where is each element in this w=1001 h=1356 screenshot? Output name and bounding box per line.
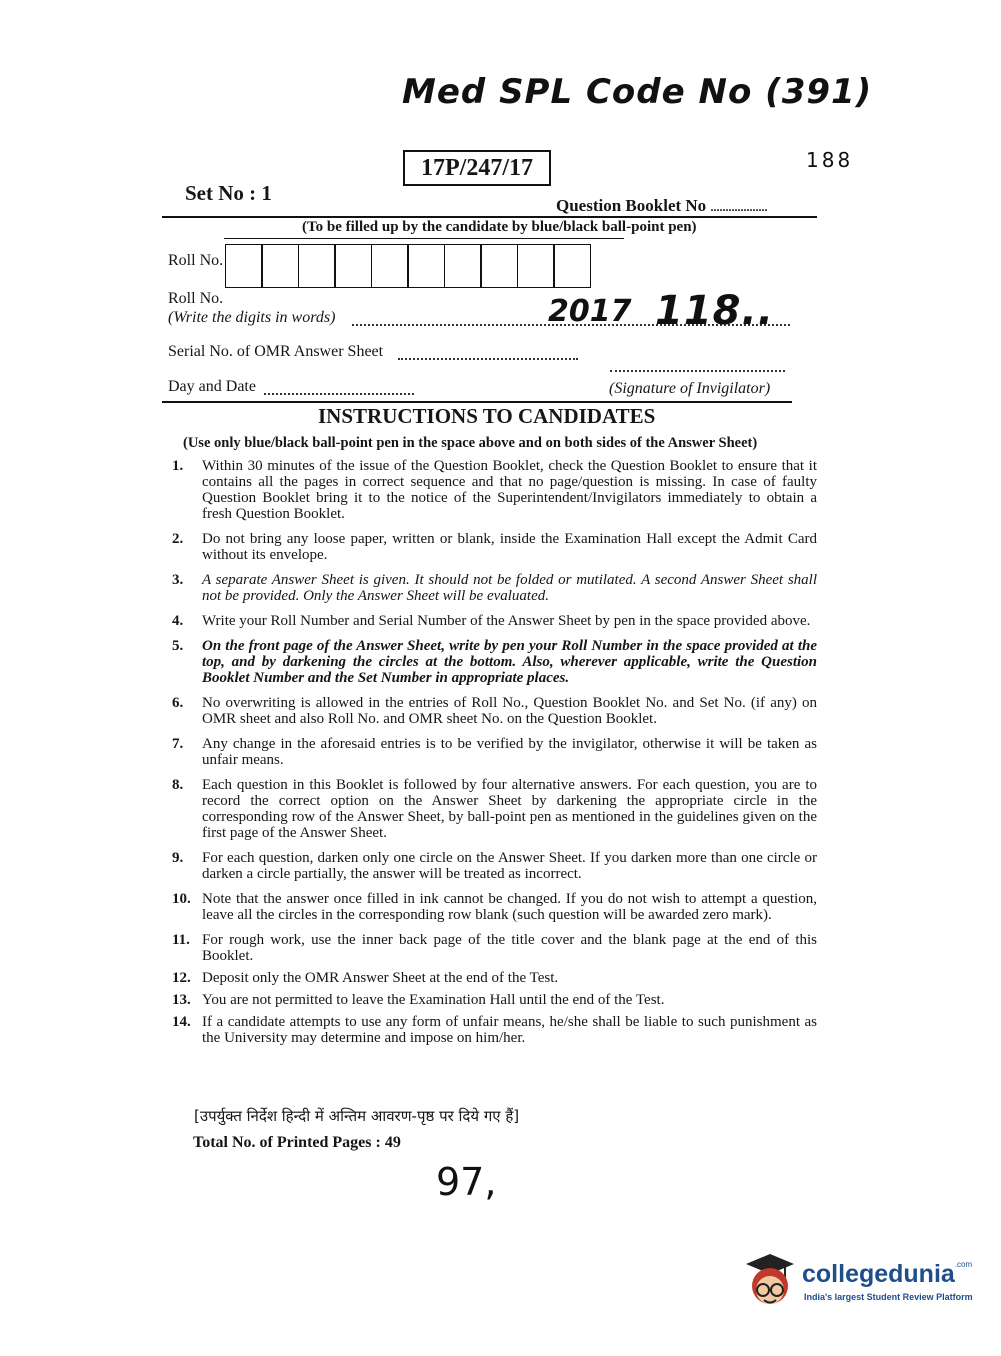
item-text: Do not bring any loose paper, written or blank, inside the Examination Hall except the Admit Card without its envelope. — [202, 531, 817, 563]
item-number: 6. — [172, 695, 184, 711]
list-item — [172, 613, 817, 629]
roll-digit-box[interactable] — [517, 244, 555, 288]
item-text: No overwriting is allowed in the entries of Roll No., Question Booklet No. and Set No. (if any) on OMR sheet and also Roll No. and OMR sheet No. on the Question Booklet. — [202, 695, 817, 727]
total-printed-pages: Total No. of Printed Pages : 49 — [193, 1134, 401, 1151]
roll-words-label: Roll No. — [168, 290, 224, 307]
handwritten-roll-words: 2017 — [548, 294, 632, 329]
instructions-title: INSTRUCTIONS TO CANDIDATES — [318, 404, 656, 428]
list-item — [172, 932, 817, 964]
roll-no-label: Roll No. — [168, 252, 224, 269]
roll-digit-box[interactable] — [334, 244, 372, 288]
item-number: 7. — [172, 736, 184, 752]
list-item — [172, 531, 817, 563]
item-text: On the front page of the Answer Sheet, write by pen your Roll Number in the space provided at the top, and by darkening the circles at the bottom. Also, wherever applicable, write the Question Booklet Number and the Set Number in appropriate places. — [202, 638, 817, 686]
roll-digit-box[interactable] — [480, 244, 518, 288]
roll-digit-box[interactable] — [225, 244, 263, 288]
roll-digit-box[interactable] — [261, 244, 299, 288]
page-mark: 188 — [806, 148, 854, 172]
item-number: 8. — [172, 777, 184, 793]
day-date-label: Day and Date — [168, 378, 256, 395]
list-item — [172, 777, 817, 841]
item-number: 10. — [172, 891, 191, 907]
item-text: Write your Roll Number and Serial Number of the Answer Sheet by pen in the space provided above. — [202, 613, 811, 629]
omr-serial-label: Serial No. of OMR Answer Sheet — [168, 343, 384, 360]
roll-digit-box[interactable] — [553, 244, 591, 288]
form-bottom-rule — [162, 401, 792, 403]
logo-name: collegedunia — [802, 1260, 955, 1288]
list-item — [172, 572, 817, 604]
list-item — [172, 1014, 817, 1046]
roll-no-boxes[interactable] — [226, 244, 591, 288]
list-item — [172, 970, 817, 986]
item-number: 14. — [172, 1014, 191, 1030]
list-item — [172, 458, 817, 522]
item-number: 4. — [172, 613, 184, 629]
list-item — [172, 891, 817, 923]
item-text: A separate Answer Sheet is given. It should not be folded or mutilated. A second Answer Sheet shall not be provided. Only the Answer Sheet will be evaluated. — [202, 572, 817, 604]
item-text: Any change in the aforesaid entries is to be verified by the invigilator, otherwise it will be taken as unfair means. — [202, 736, 817, 768]
roll-digit-box[interactable] — [298, 244, 336, 288]
item-number: 5. — [172, 638, 184, 654]
list-item — [172, 695, 817, 727]
hindi-note: [उपर्युक्त निर्देश हिन्दी में अन्तिम आवरण-पृष्ठ पर दिये गए हैं] — [194, 1107, 520, 1125]
handwritten-bottom-mark: 97, — [436, 1160, 497, 1204]
instruction-list — [172, 458, 817, 1055]
form-frame-line — [224, 238, 624, 239]
item-text: If a candidate attempts to use any form of unfair means, he/she shall be liable to such punishment as the University may determine and impose on him/her. — [202, 1014, 817, 1046]
item-text: For each question, darken only one circle on the Answer Sheet. If you darken more than one circle or darken a circle partially, the answer will be treated as incorrect. — [202, 850, 817, 882]
top-rule — [162, 216, 817, 218]
omr-serial-dotted-line[interactable] — [398, 358, 578, 360]
list-item — [172, 736, 817, 768]
question-booklet-label: Question Booklet No — [556, 196, 707, 215]
mascot-icon — [742, 1250, 798, 1314]
item-number: 2. — [172, 531, 184, 547]
item-text: Note that the answer once filled in ink cannot be changed. If you do not wish to attempt a question, leave all the circles in the corresponding row blank (such question will be awarded zero mark). — [202, 891, 817, 923]
item-number: 9. — [172, 850, 184, 866]
question-booklet-no — [556, 196, 767, 216]
item-text: Deposit only the OMR Answer Sheet at the end of the Test. — [202, 970, 559, 986]
collegedunia-logo[interactable] — [742, 1248, 972, 1318]
item-number: 13. — [172, 992, 191, 1008]
item-number: 12. — [172, 970, 191, 986]
instructions-subtitle: (Use only blue/black ball-point pen in the space above and on both sides of the Answer Sheet) — [183, 435, 758, 451]
roll-digit-box[interactable] — [444, 244, 482, 288]
roll-digit-box[interactable] — [371, 244, 409, 288]
item-text: For rough work, use the inner back page of the title cover and the blank page at the end of this Booklet. — [202, 932, 817, 964]
item-text: Within 30 minutes of the issue of the Question Booklet, check the Question Booklet to ensure that it contains all the pages in correct sequence and that no page/question is missing. In case of faulty Question Booklet bring it to the notice of the Superintendent/Invigilators immediately to obtain a fresh Question Booklet. — [202, 458, 817, 522]
list-item — [172, 638, 817, 686]
set-number: Set No : 1 — [185, 181, 272, 205]
item-number: 3. — [172, 572, 184, 588]
list-item — [172, 992, 817, 1008]
booklet-code-box: 17P/247/17 — [403, 150, 551, 186]
day-date-dotted-line[interactable] — [264, 393, 414, 395]
handwritten-code-note: Med SPL Code No (391) — [402, 72, 873, 112]
signature-dotted-line[interactable] — [610, 370, 785, 372]
handwritten-roll-digits: 118.. — [655, 288, 774, 334]
invigilator-signature-label: (Signature of Invigilator) — [609, 380, 771, 397]
logo-superscript: .com — [954, 1260, 973, 1269]
logo-tagline: India's largest Student Review Platform — [804, 1292, 973, 1302]
item-number: 11. — [172, 932, 190, 948]
roll-digit-box[interactable] — [407, 244, 445, 288]
item-number: 1. — [172, 458, 184, 474]
item-text: Each question in this Booklet is followed by four alternative answers. For each question, you are to record the correct option on the Answer Sheet by darkening the appropriate circle in the corresponding row of the Answer Sheet, by ball-point pen as mentioned in the guidelines given on the first page of the Answer Sheet. — [202, 777, 817, 841]
question-booklet-dots: ................... — [710, 200, 768, 214]
roll-words-hint: (Write the digits in words) — [168, 309, 336, 326]
item-text: You are not permitted to leave the Examination Hall until the end of the Test. — [202, 992, 665, 1008]
fill-instruction-note: (To be filled up by the candidate by blue/black ball-point pen) — [302, 219, 697, 235]
list-item — [172, 850, 817, 882]
